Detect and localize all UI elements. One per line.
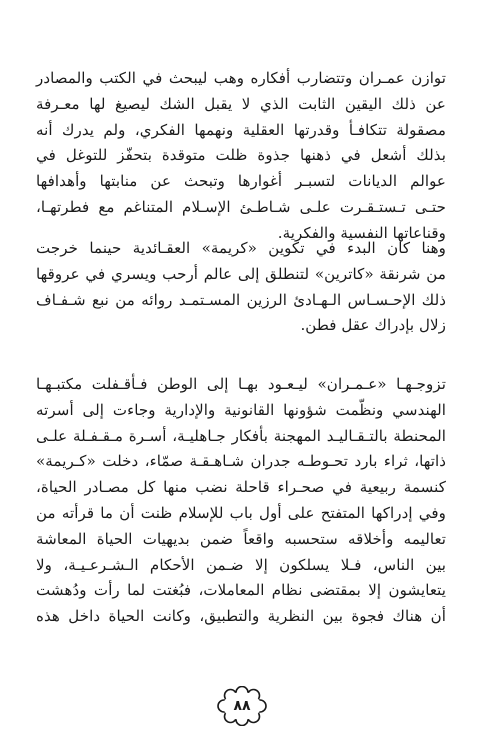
text-line: توازن عمـران وتتضارب أفكاره وهب ليبحث في الكتب والمصادر xyxy=(36,69,446,87)
text-line: يتعايشون إلا بمقتضى نظام المعاملات، فبُغتت لما رأت ودُهشت xyxy=(36,581,446,600)
text-line: تزوجـهـا «عـمـران» ليـعـود بهـا إلى الوطن فـأقـفلت مكتبـهـا xyxy=(36,375,446,393)
text-line: عوالم الديانات لتسبـر أغوارها وتبحث عن منابتها وأهدافها xyxy=(36,172,446,191)
text-line: زلال بإدراك عقل فطن. xyxy=(300,316,446,335)
text-line: كنسمة ربيعية في صحـراء قاحلة نضب منها كل مصـادر الحياة، xyxy=(36,478,446,497)
text-line: وهنا كان البدء في تكوين «كريمة» العقـائدية حينما خرجت xyxy=(36,239,446,257)
text-line: مصقولة تتكافـأ وقدرتها العقلية ونهمها الفكري، ولم يدرك أنه xyxy=(36,120,446,139)
page-number-ornament xyxy=(214,686,270,726)
text-line: عن ذلك اليقين الثابت الذي لا يقبل الشك ليصيغ لها معـرفة xyxy=(36,94,446,113)
text-line: تعاليمه وأخلاقه ستحسبه واقعاً ضمن بديهيات الحياة المعاشة xyxy=(36,529,446,548)
text-line: ذلك الإحـسـاس الـهـادئ الرزين المسـتمـد روائه من نبع شـفـاف xyxy=(36,290,446,309)
text-line: الهندسي ونظّمت شؤونها القانونية والإدارية وجاءت إلى أسرته xyxy=(36,400,446,419)
paragraph-2 xyxy=(36,236,446,339)
paragraph-3 xyxy=(36,372,446,630)
paragraph-1 xyxy=(36,66,446,247)
text-line: حتـى تـستـقـرت علـى شـاطـئ الإسـلام المتناغم مع فطرتهـا، xyxy=(36,197,446,216)
text-line: بين الناس، فـلا يسلكون إلا ضـمن الأحكام الـشـرعـيـة، ولا xyxy=(36,555,446,574)
page-number: ٨٨ xyxy=(233,698,251,714)
text-line: وفي إدراكها المتفتح على أول باب للإسلام ظنت أن ما قرأته من xyxy=(36,503,446,522)
text-line: أن هناك فجوة بين النظرية والتطبيق، وكانت الحياة داخل هذه xyxy=(36,607,446,626)
text-line: ذاتها، ثراء بارد تحـوطـه جدران شـاهـقـة صمّاء، دخلت «كـريمة» xyxy=(36,452,446,471)
text-line: بذلك أشعل في ذهنها جذوة ظلت متوقدة بتحفّز للتوغل في xyxy=(36,146,446,165)
text-line: المحنطة بالتـقـاليـد المهجنة بأفكار جـاهليـة، أسـرة مـقـفـلة علـى xyxy=(36,426,446,445)
text-line: وقناعاتها النفسية والفكرية. xyxy=(277,223,446,242)
text-line: من شرنقة «كاترين» لتنطلق إلى عالم أرحب ويسري في عروقها xyxy=(36,264,446,283)
